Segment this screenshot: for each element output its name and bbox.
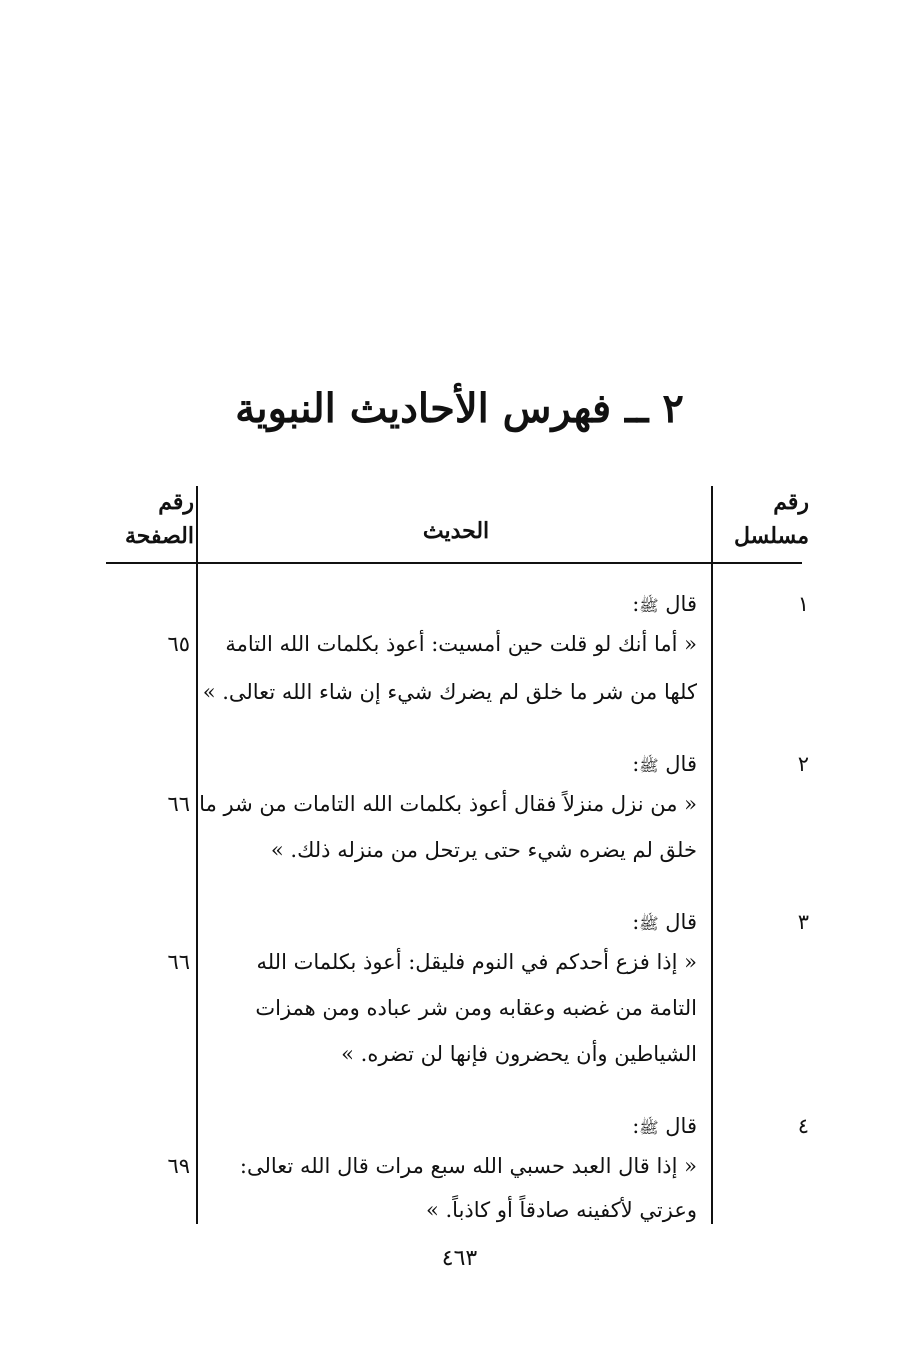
serial-header-line-1: رقم xyxy=(773,489,809,515)
hadith-column-header: الحديث xyxy=(422,518,490,544)
page-column-header xyxy=(106,485,194,553)
entry-4-page: ٦٩ xyxy=(167,1154,190,1178)
entry-4-number: ٤ xyxy=(797,1114,809,1138)
page-header-line-2: الصفحة xyxy=(124,523,194,549)
entry-3-intro-text: قال xyxy=(665,910,697,934)
entry-4-line-2: وعزتي لأكفينه صادقاً أو كاذباً. » xyxy=(425,1198,697,1222)
page-column-divider xyxy=(196,486,198,1224)
entry-1-intro: قال ﷺ: xyxy=(632,592,697,616)
serial-column-header xyxy=(734,485,809,553)
entry-2-page: ٦٦ xyxy=(167,792,190,816)
entry-1-line-2: كلها من شر ما خلق لم يضرك شيء إن شاء الله تعالى. » xyxy=(202,680,697,704)
saw-symbol: ﷺ xyxy=(639,1118,659,1137)
entry-2-number: ٢ xyxy=(797,752,809,776)
entry-4-line-1: « إذا قال العبد حسبي الله سبع مرات قال الله تعالى: xyxy=(239,1154,697,1178)
entry-2-intro-text: قال xyxy=(665,752,697,776)
saw-symbol: ﷺ xyxy=(639,756,659,775)
entry-1-number: ١ xyxy=(797,592,809,616)
entry-2-intro: قال ﷺ: xyxy=(632,752,697,776)
entry-4-intro: قال ﷺ: xyxy=(632,1114,697,1138)
entry-3-intro: قال ﷺ: xyxy=(632,910,697,934)
entry-3-line-3: الشياطين وأن يحضرون فإنها لن تضره. » xyxy=(341,1042,697,1066)
entry-2-line-2: خلق لم يضره شيء حتى يرتحل من منزله ذلك. » xyxy=(270,838,697,862)
page-header-line-1: رقم xyxy=(158,489,194,515)
entry-4-intro-text: قال xyxy=(665,1114,697,1138)
serial-header-line-2: مسلسل xyxy=(734,523,809,549)
entry-1-page: ٦٥ xyxy=(167,632,190,656)
entry-1-intro-text: قال xyxy=(665,592,697,616)
entry-3-page: ٦٦ xyxy=(167,950,190,974)
entry-3-line-1: « إذا فزع أحدكم في النوم فليقل: أعوذ بكلمات الله xyxy=(256,950,697,974)
header-divider xyxy=(106,562,802,564)
page-title: ٢ ــ فهرس الأحاديث النبوية xyxy=(235,385,684,432)
entry-2-line-1: « من نزل منزلاً فقال أعوذ بكلمات الله التامات من شر ما xyxy=(199,792,697,816)
saw-symbol: ﷺ xyxy=(639,914,659,933)
entry-1-line-1: « أما أنك لو قلت حين أمسيت: أعوذ بكلمات الله التامة xyxy=(225,632,697,656)
serial-column-divider xyxy=(711,486,713,1224)
page-number: ٤٦٣ xyxy=(441,1246,478,1271)
entry-3-line-2: التامة من غضبه وعقابه ومن شر عباده ومن همزات xyxy=(255,996,697,1020)
entry-3-number: ٣ xyxy=(797,910,809,934)
saw-symbol: ﷺ xyxy=(639,596,659,615)
